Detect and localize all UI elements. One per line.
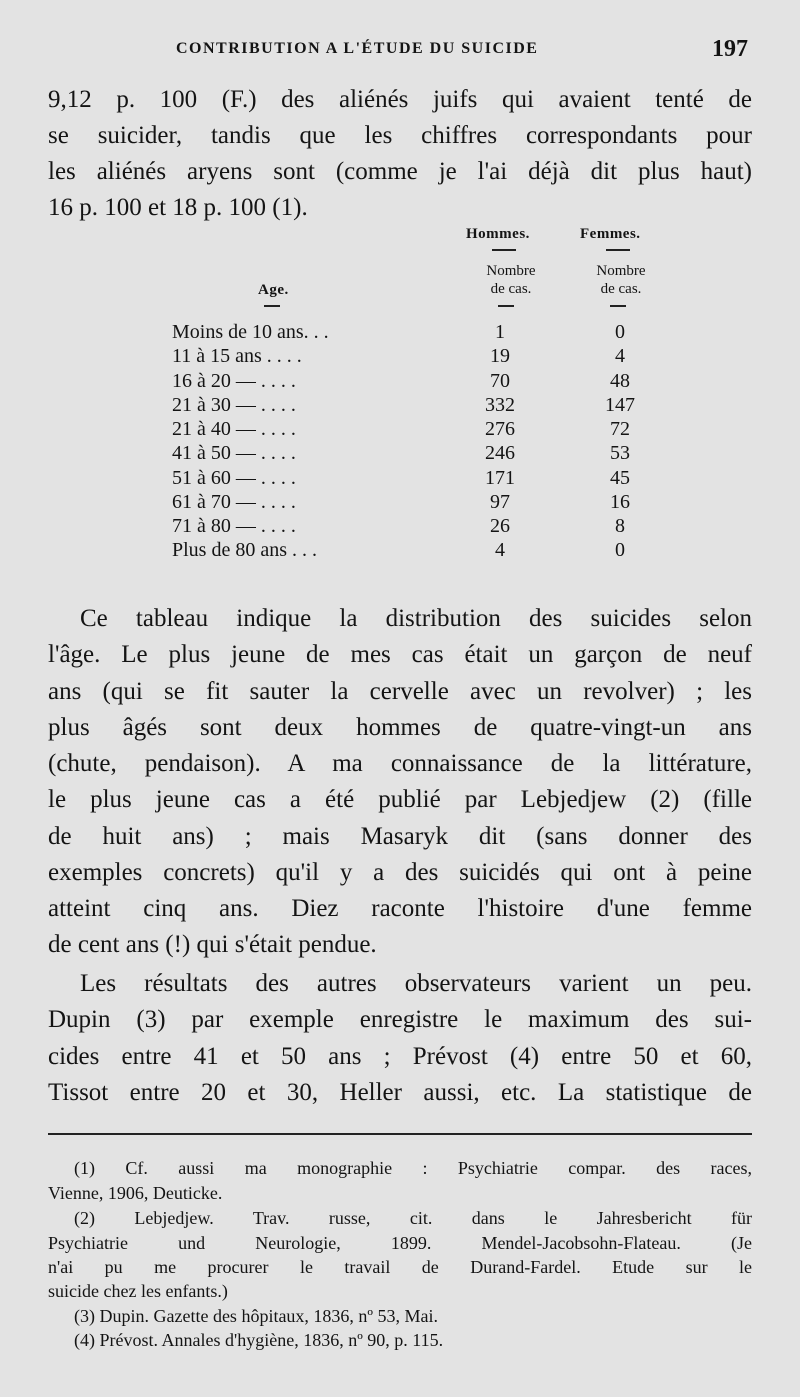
- paragraph-line: de cent ans (!) qui s'était pendue.: [48, 931, 377, 958]
- men-count: 332: [485, 394, 515, 416]
- women-count: 45: [610, 467, 630, 489]
- table-row: [0, 417, 800, 441]
- age-range: 21 à 30 — . . . .: [172, 394, 296, 416]
- running-head: [48, 36, 752, 66]
- age-range: 41 à 50 — . . . .: [172, 442, 296, 464]
- women-count: 48: [610, 370, 630, 392]
- paragraph-line: (chute, pendaison). A ma connaissance de la littérature,: [48, 750, 752, 777]
- men-count: 70: [490, 370, 510, 392]
- footnote-line: (4) Prévost. Annales d'hygiène, 1836, nº 90, p. 115.: [74, 1330, 444, 1350]
- paragraph-line: le plus jeune cas a été publié par Lebjedjew (2) (fille: [48, 786, 752, 813]
- women-count: 72: [610, 418, 630, 440]
- age-range: Moins de 10 ans. . .: [172, 321, 329, 343]
- paragraph-line: plus âgés sont deux hommes de quatre-vingt-un ans: [48, 714, 752, 741]
- paragraph-line: atteint cinq ans. Diez raconte l'histoire d'une femme: [48, 895, 752, 922]
- table-header-age: Age.: [258, 282, 289, 298]
- footnote-line: Vienne, 1906, Deuticke.: [48, 1183, 223, 1203]
- men-count: 276: [485, 418, 515, 440]
- age-range: 11 à 15 ans . . . .: [172, 345, 302, 367]
- paragraph-line: de huit ans) ; mais Masaryk dit (sans donner des: [48, 823, 752, 850]
- paragraph-line: Tissot entre 20 et 30, Heller aussi, etc. La statistique de: [48, 1079, 752, 1106]
- header-dash: [492, 249, 516, 251]
- footnote-line: suicide chez les enfants.): [48, 1281, 228, 1301]
- table-row: [0, 466, 800, 490]
- women-count: 0: [615, 539, 625, 561]
- age-range: 51 à 60 — . . . .: [172, 467, 296, 489]
- women-count: 53: [610, 442, 630, 464]
- men-count: 171: [485, 467, 515, 489]
- women-count: 16: [610, 491, 630, 513]
- age-range: 71 à 80 — . . . .: [172, 515, 296, 537]
- table-row: [0, 369, 800, 393]
- age-range: 61 à 70 — . . . .: [172, 491, 296, 513]
- header-dash: [610, 305, 626, 307]
- paragraph-line: Ce tableau indique la distribution des suicides selon: [80, 605, 752, 632]
- women-count: 8: [615, 515, 625, 537]
- men-count: 246: [485, 442, 515, 464]
- page-number: 197: [712, 36, 748, 62]
- table-row: [0, 490, 800, 514]
- footnote-line: (2) Lebjedjew. Trav. russe, cit. dans le Jahresbericht für: [74, 1208, 752, 1228]
- men-count: 26: [490, 515, 510, 537]
- running-head-title: CONTRIBUTION A L'ÉTUDE DU SUICIDE: [176, 40, 539, 57]
- paragraph-line: cides entre 41 et 50 ans ; Prévost (4) entre 50 et 60,: [48, 1043, 752, 1070]
- table-row: [0, 538, 800, 562]
- women-count: 147: [605, 394, 635, 416]
- age-range: 16 à 20 — . . . .: [172, 370, 296, 392]
- paragraph-line: Dupin (3) par exemple enregistre le maximum des sui-: [48, 1006, 752, 1033]
- table-row: [0, 393, 800, 417]
- paragraph-line: Les résultats des autres observateurs varient un peu.: [80, 970, 752, 997]
- paragraph-line: l'âge. Le plus jeune de mes cas était un garçon de neuf: [48, 641, 752, 668]
- women-count: 0: [615, 321, 625, 343]
- footnote-rule: [48, 1133, 752, 1135]
- table-row: [0, 320, 800, 344]
- table-row: [0, 344, 800, 368]
- intro-line: 16 p. 100 et 18 p. 100 (1).: [48, 194, 308, 221]
- age-range: 21 à 40 — . . . .: [172, 418, 296, 440]
- men-count: 4: [495, 539, 505, 561]
- header-dash: [498, 305, 514, 307]
- women-count: 4: [615, 345, 625, 367]
- footnote-line: (3) Dupin. Gazette des hôpitaux, 1836, nº 53, Mai.: [74, 1306, 439, 1326]
- table-row: [0, 514, 800, 538]
- paragraph-line: ans (qui se fit sauter la cervelle avec un revolver) ; les: [48, 678, 752, 705]
- footnote-line: n'ai pu me procurer le travail de Durand-Fardel. Etude sur le: [48, 1257, 752, 1277]
- table-header-men: Hommes.: [466, 226, 530, 242]
- footnote-line: Psychiatrie und Neurologie, 1899. Mendel-Jacobsohn-Flateau. (Je: [48, 1233, 752, 1253]
- header-dash: [264, 305, 280, 307]
- men-count: 1: [495, 321, 505, 343]
- table-subheader-men: Nombre de cas.: [486, 263, 536, 297]
- table-row: [0, 441, 800, 465]
- men-count: 19: [490, 345, 510, 367]
- men-count: 97: [490, 491, 510, 513]
- age-range: Plus de 80 ans . . .: [172, 539, 317, 561]
- intro-line: 9,12 p. 100 (F.) des aliénés juifs qui avaient tenté de: [48, 86, 752, 113]
- header-dash: [606, 249, 630, 251]
- intro-line: se suicider, tandis que les chiffres correspondants pour: [48, 122, 752, 149]
- paragraph-line: exemples concrets) qu'il y a des suicidés qui ont à peine: [48, 859, 752, 886]
- table-subheader-women: Nombre de cas.: [596, 263, 646, 297]
- intro-line: les aliénés aryens sont (comme je l'ai déjà dit plus haut): [48, 158, 752, 185]
- footnote-line: (1) Cf. aussi ma monographie : Psychiatrie compar. des races,: [74, 1158, 752, 1178]
- table-header-women: Femmes.: [580, 226, 641, 242]
